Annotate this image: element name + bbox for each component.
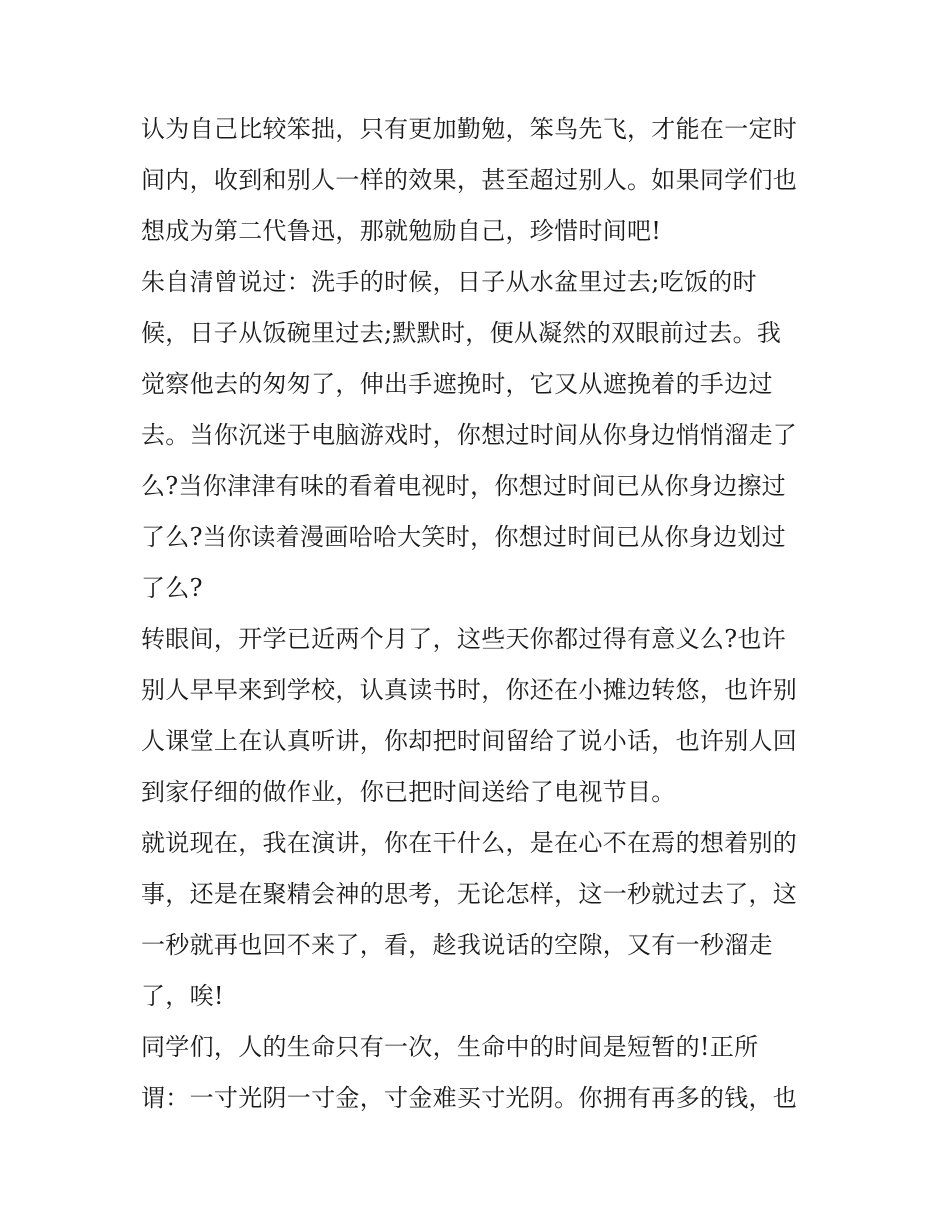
text-line: 一秒就再也回不来了，看，趁我说话的空隙，又有一秒溜走 [141, 931, 773, 959]
text-line: 想成为第二代鲁迅，那就勉励自己，珍惜时间吧! [141, 217, 662, 245]
text-line: 到家仔细的做作业，你已把时间送给了电视节目。 [141, 778, 676, 806]
text-line: 了么?当你读着漫画哈哈大笑时，你想过时间已从你身边划过 [141, 523, 786, 551]
text-line: 了，唉! [141, 982, 224, 1010]
text-line: 谓：一寸光阴一寸金，寸金难买寸光阴。你拥有再多的钱，也 [141, 1084, 798, 1112]
document-body [141, 104, 821, 1124]
text-line: 么?当你津津有味的看着电视时，你想过时间已从你身边擦过 [141, 472, 786, 500]
text-line: 别人早早来到学校，认真读书时，你还在小摊边转悠，也许别 [141, 676, 798, 704]
text-line: 认为自己比较笨拙，只有更加勤勉，笨鸟先飞，才能在一定时 [141, 115, 798, 143]
text-line: 人课堂上在认真听讲，你却把时间留给了说小话，也许别人回 [141, 727, 798, 755]
text-line: 事，还是在聚精会神的思考，无论怎样，这一秒就过去了，这 [141, 880, 798, 908]
text-line: 同学们，人的生命只有一次，生命中的时间是短暂的!正所 [141, 1033, 759, 1061]
text-line: 觉察他去的匆匆了，伸出手遮挽时，它又从遮挽着的手边过 [141, 370, 773, 398]
text-line: 了么? [141, 574, 203, 602]
text-line: 就说现在，我在演讲，你在干什么，是在心不在焉的想着别的 [141, 829, 798, 857]
text-line: 转眼间，开学已近两个月了，这些天你都过得有意义么?也许 [141, 625, 786, 653]
text-line: 朱自清曾说过：洗手的时候，日子从水盆里过去;吃饭的时 [141, 268, 757, 296]
text-line: 去。当你沉迷于电脑游戏时，你想过时间从你身边悄悄溜走了 [141, 421, 798, 449]
text-line: 间内，收到和别人一样的效果，甚至超过别人。如果同学们也 [141, 166, 798, 194]
text-line: 候，日子从饭碗里过去;默默时，便从凝然的双眼前过去。我 [141, 319, 782, 347]
